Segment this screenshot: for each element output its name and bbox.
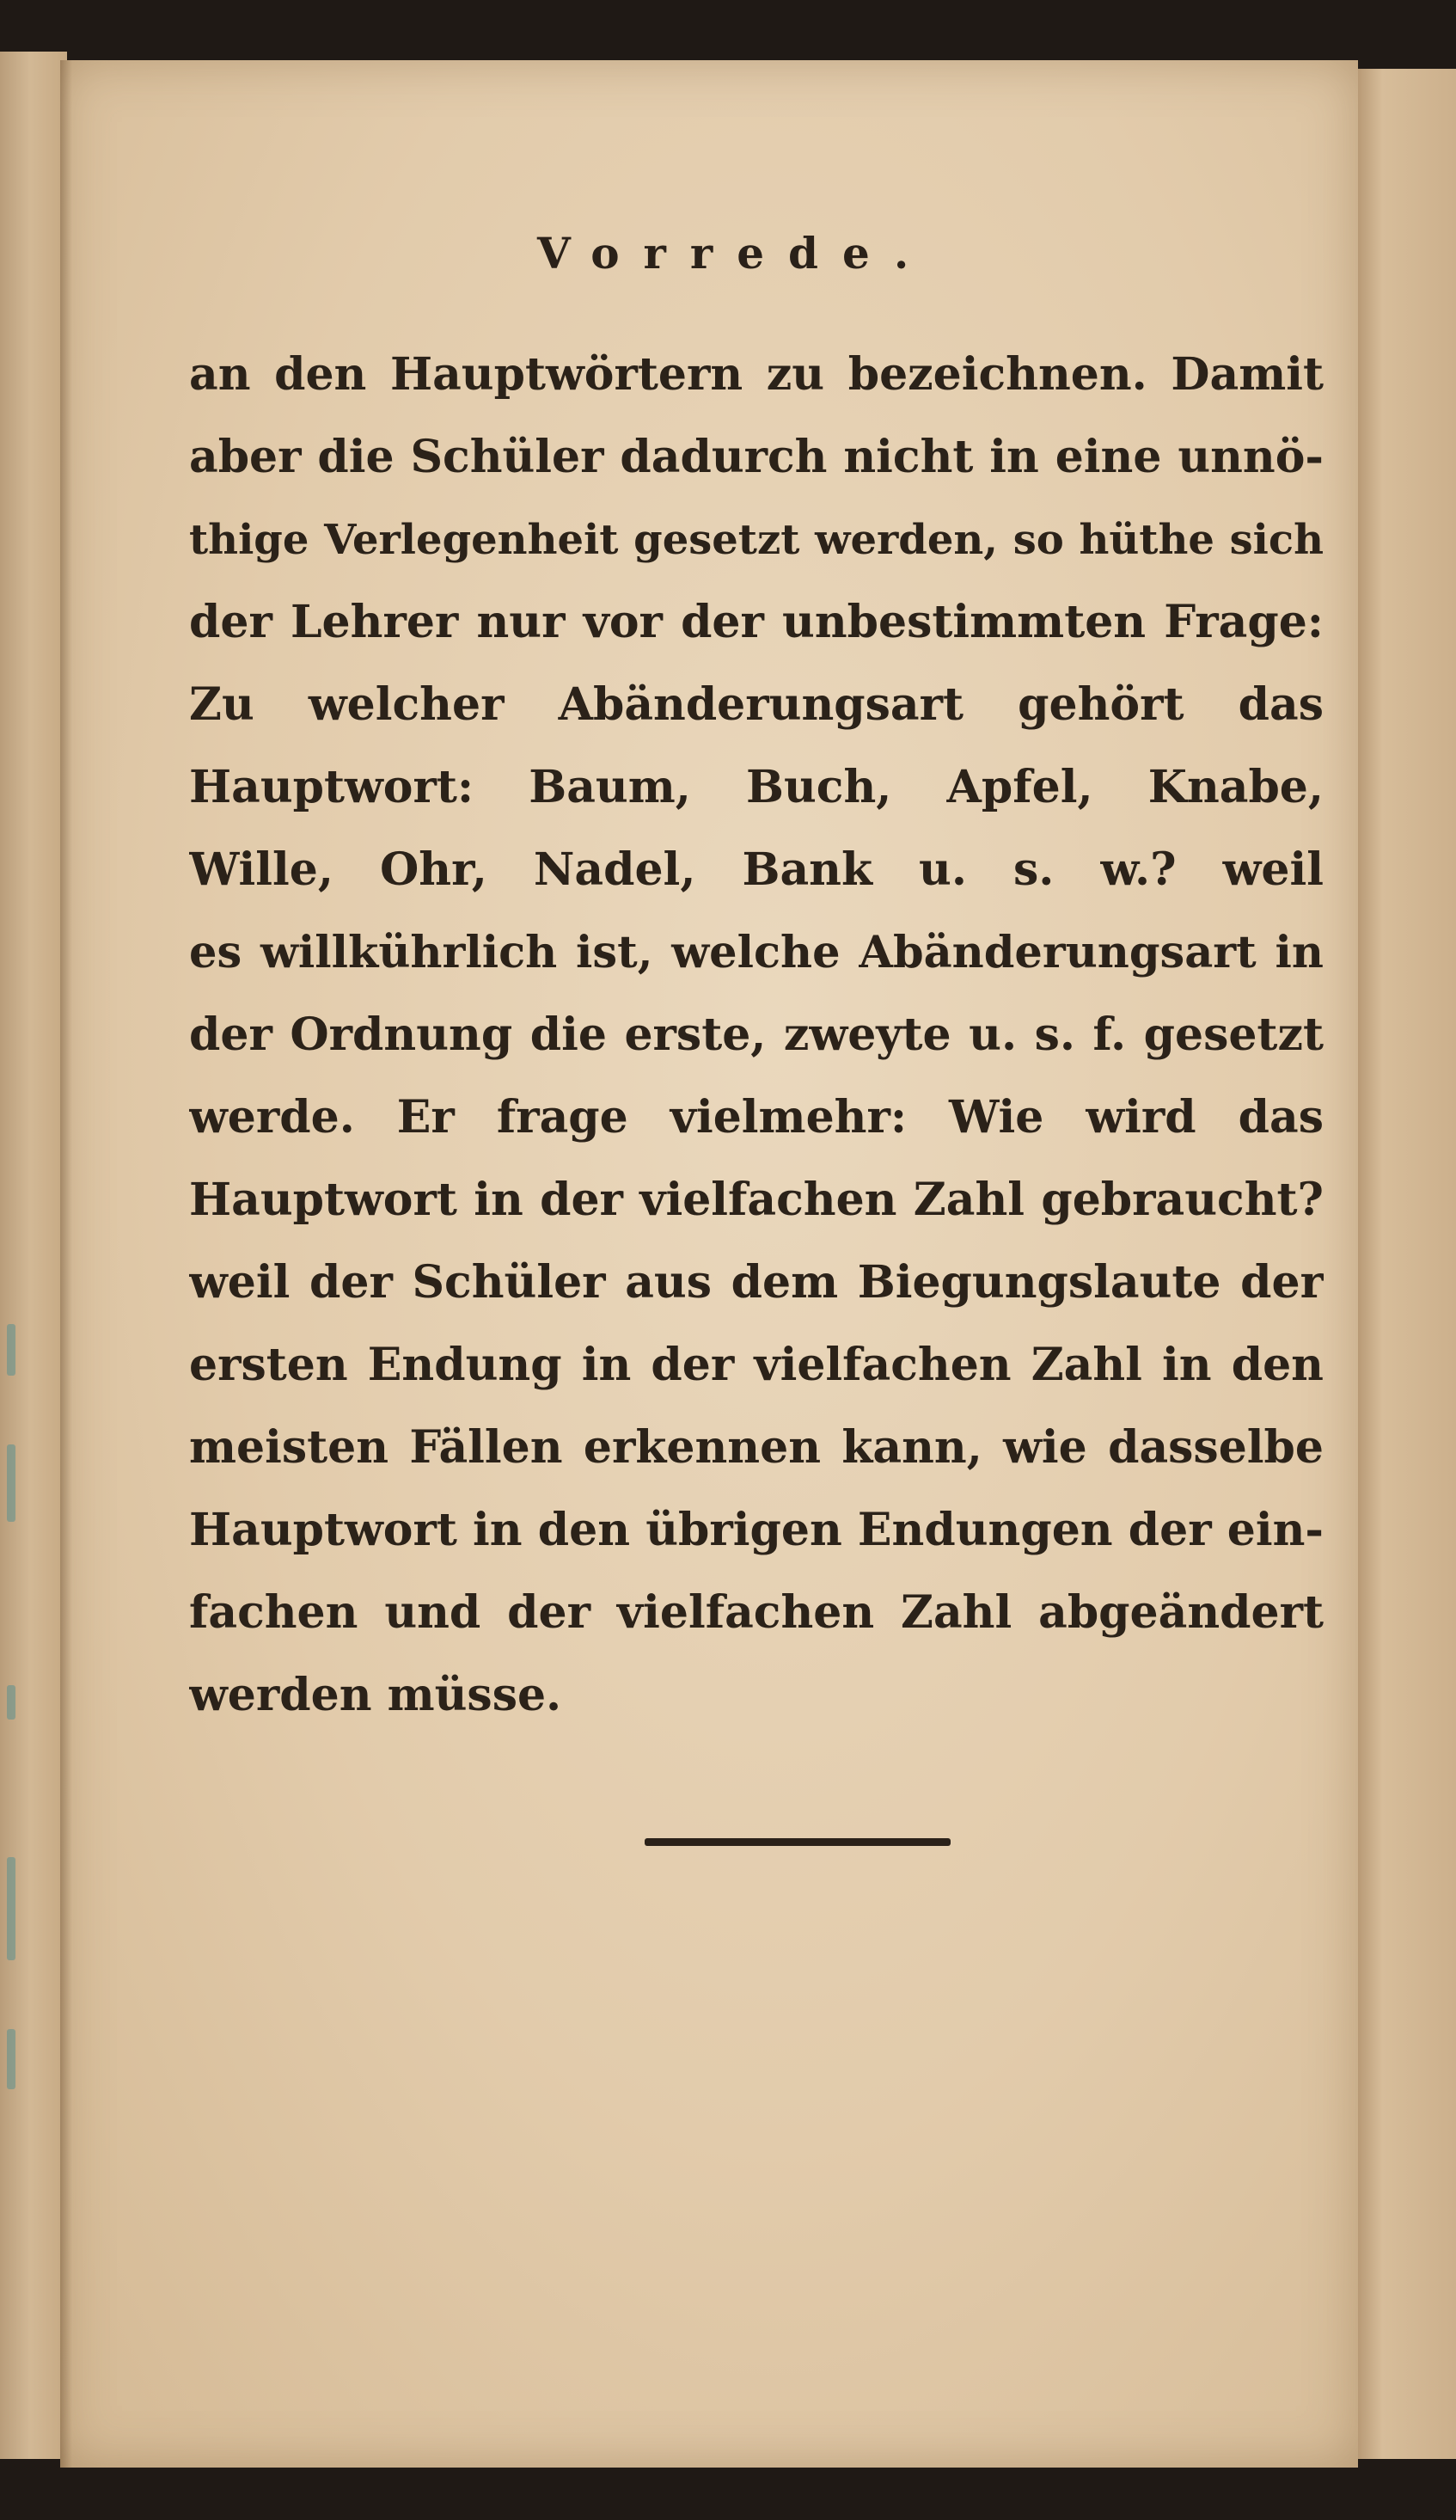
text-line: der Lehrer nur vor der unbestimmten Frage: [189,596,1324,648]
text-line: werde. Er frage vielmehr: Wie wird das [189,1091,1324,1144]
text-line: fachen und der vielfachen Zahl abgeändert [189,1586,1324,1639]
text-line: Hauptwort: Baum, Buch, Apfel, Knabe, [189,761,1324,813]
next-page-edge [1358,69,1456,2459]
text-line: werden müsse. [189,1669,562,1721]
text-line: Wille, Ohr, Nadel, Bank u. s. w.? weil [189,843,1324,896]
text-line: Zu welcher Abänderungsart gehört das [189,678,1324,731]
text-line: der Ordnung die erste, zweyte u. s. f. gesetzt [189,1009,1324,1061]
section-divider [645,1838,951,1846]
text-line: meisten Fällen erkennen kann, wie dasselbe [189,1421,1324,1474]
text-line: aber die Schüler dadurch nicht in eine unnö- [189,431,1324,483]
body-text [189,334,1324,1737]
text-line: Hauptwort in der vielfachen Zahl gebraucht? [189,1174,1324,1226]
previous-page-edge [0,52,67,2459]
text-line: Hauptwort in den übrigen Endungen der ein- [189,1504,1324,1556]
text-line: an den Hauptwörtern zu bezeichnen. Damit [189,348,1324,401]
text-line: es willkührlich ist, welche Abänderungsart in [189,927,1324,978]
text-line: weil der Schüler aus dem Biegungslaute der [189,1256,1324,1309]
page-header: Vorrede. [537,228,933,279]
text-line: ersten Endung in der vielfachen Zahl in den [189,1339,1324,1391]
book-page [60,60,1358,2468]
text-line: thige Verlegenheit gesetzt werden, so hüthe sich [189,516,1324,564]
